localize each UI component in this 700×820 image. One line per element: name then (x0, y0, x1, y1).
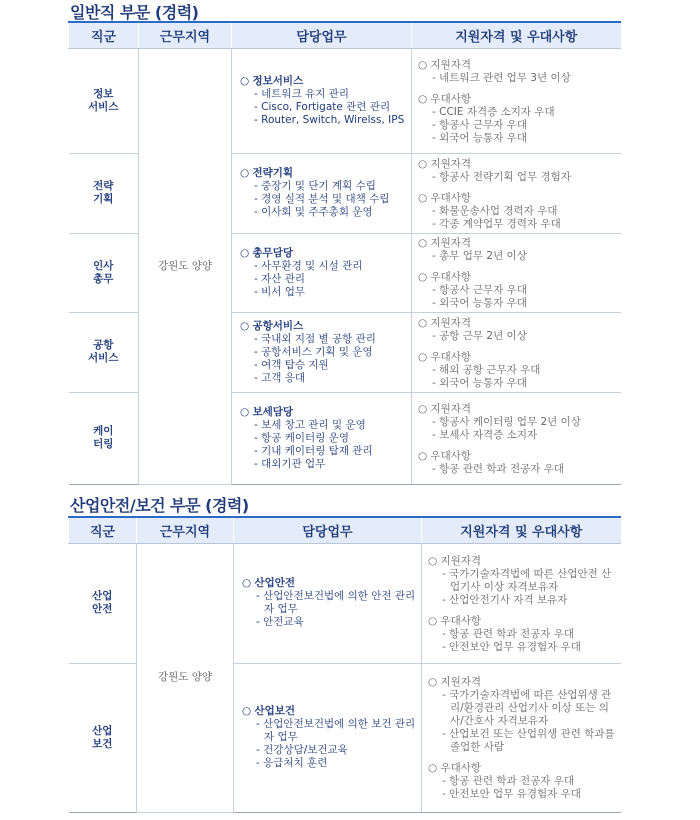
header-job-group: 직군 (69, 22, 139, 48)
duties-cell (232, 153, 412, 233)
preferences-heading: ○ 우대사항 (418, 93, 621, 106)
header-location: 근무지역 (137, 517, 234, 543)
preference-item: - 항공 관련 학과 전공자 우대 (418, 463, 621, 476)
duty-item: - 산업안전보건법에 의한 안전 관리자 업무 (250, 590, 421, 616)
location-cell: 강원도 양양 (139, 48, 232, 484)
duty-heading: ○ 산업보건 (242, 705, 421, 718)
requirement-item: - 보세사 자격증 소지자 (418, 429, 621, 442)
duty-item: - 건강상담/보건교육 (250, 744, 421, 757)
job-group-label: 서비스 (88, 352, 119, 364)
duty-item: - 고객 응대 (248, 372, 411, 385)
job-group-label: 총무 (93, 272, 114, 285)
duty-item: - 중장기 및 단기 계획 수립 (248, 180, 411, 193)
section-title-safety: 산업안전/보건 부문 (경력) (70, 496, 249, 515)
qualifications-cell (412, 233, 621, 312)
qualifications-cell (412, 48, 621, 153)
requirement-item: - 산업안전기사 자격 보유자 (428, 594, 621, 607)
preferences-heading: ○ 우대사항 (418, 271, 621, 284)
header-job-group: 직군 (69, 517, 137, 543)
duty-item: - Cisco, Fortigate 관련 관리 (248, 101, 411, 114)
job-group-label: 공항 (93, 339, 114, 351)
qualifications-cell (422, 543, 621, 663)
preference-item: - 외국어 능통자 우대 (418, 297, 621, 310)
duty-item: - 사무환경 및 시설 관리 (248, 260, 411, 273)
preferences-heading: ○ 우대사항 (428, 762, 621, 775)
requirement-item: - 국가기술자격법에 따른 산업위생 관리/환경관리 산업기사 이상 또는 의사/간호사 자격보유자 (428, 689, 621, 728)
header-qualifications: 지원자격 및 우대사항 (422, 517, 621, 543)
duty-heading: ○ 전략기획 (240, 167, 411, 180)
duty-item: - 공항서비스 기획 및 운영 (248, 346, 411, 359)
duty-item: - 기내 케이터링 탑재 관리 (248, 445, 411, 458)
requirements-heading: ○ 지원자격 (418, 317, 621, 330)
duty-item: - 경영 실적 분석 및 대책 수립 (248, 193, 411, 206)
requirements-group (418, 158, 621, 184)
requirement-item: - 공항 근무 2년 이상 (418, 330, 621, 343)
preferences-group (418, 192, 621, 231)
job-group-label: 전략 (93, 180, 114, 192)
job-group-cell (69, 153, 139, 233)
job-group-label: 산업 (92, 724, 113, 737)
requirements-heading: ○ 지원자격 (418, 158, 621, 171)
preference-item: - 해외 공항 근무자 우대 (418, 364, 621, 377)
table-header-row (69, 517, 621, 543)
requirements-group (418, 59, 621, 85)
job-group-label: 인사 (93, 259, 114, 272)
header-duties: 담당업무 (232, 22, 412, 48)
duty-item: - 이사회 및 주주총회 운영 (248, 206, 411, 219)
job-group-cell (69, 392, 139, 484)
job-group-label: 기획 (93, 193, 114, 205)
requirements-group (428, 676, 621, 754)
requirement-item: - 국가기술자격법에 따른 산업안전 산업기사 이상 자격보유자 (428, 568, 621, 594)
preference-item: - 화물운송사업 경력자 우대 (418, 205, 621, 218)
qualifications-cell (412, 392, 621, 484)
table-row (69, 543, 621, 663)
safety-jobs-table (68, 516, 621, 813)
duty-item: - 산업안전보건법에 의한 보건 관리자 업무 (250, 718, 421, 744)
duties-cell (232, 233, 412, 312)
job-group-cell (69, 312, 139, 392)
preferences-heading: ○ 우대사항 (418, 351, 621, 364)
requirement-item: - 산업보건 또는 산업위생 관련 학과를 졸업한 사람 (428, 728, 621, 754)
job-group-cell (69, 663, 137, 812)
duty-heading: ○ 정보서비스 (240, 75, 411, 88)
requirements-group (418, 403, 621, 442)
requirements-heading: ○ 지원자격 (428, 555, 621, 568)
requirements-heading: ○ 지원자격 (418, 59, 621, 72)
preferences-group (418, 351, 621, 390)
header-qualifications: 지원자격 및 우대사항 (412, 22, 621, 48)
duty-heading: ○ 산업안전 (242, 577, 421, 590)
job-group-label: 안전 (92, 603, 113, 615)
preference-item: - 안전보안 업무 유경험자 우대 (428, 641, 621, 654)
requirements-group (428, 555, 621, 607)
preference-item: - 외국어 능통자 우대 (418, 132, 621, 145)
duty-item: - 안전교육 (250, 616, 421, 629)
duty-item: - 네트워크 유지 관리 (248, 88, 411, 101)
job-group-label: 서비스 (88, 100, 119, 113)
duty-item: - 국내외 지점 별 공항 관리 (248, 333, 411, 346)
preferences-group (428, 615, 621, 654)
header-location: 근무지역 (139, 22, 232, 48)
job-group-label: 터링 (93, 438, 114, 450)
duty-heading: ○ 공항서비스 (240, 320, 411, 333)
header-duties: 담당업무 (234, 517, 422, 543)
duties-cell (234, 543, 422, 663)
duty-item: - 자산 관리 (248, 273, 411, 286)
duty-item: - 응급처치 훈련 (250, 757, 421, 770)
requirements-heading: ○ 지원자격 (428, 676, 621, 689)
requirement-item: - 항공사 케이터링 업무 2년 이상 (418, 416, 621, 429)
job-group-label: 보건 (92, 737, 113, 750)
requirements-group (418, 317, 621, 343)
preference-item: - 항공사 근무자 우대 (418, 119, 621, 132)
duty-item: - 비서 업무 (248, 286, 411, 299)
requirement-item: - 항공사 전략기획 업무 경험자 (418, 171, 621, 184)
duties-cell (234, 663, 422, 812)
job-group-cell (69, 233, 139, 312)
preferences-heading: ○ 우대사항 (418, 450, 621, 463)
preference-item: - 항공 관련 학과 전공자 우대 (428, 775, 621, 788)
qualifications-cell (412, 153, 621, 233)
job-group-label: 케이 (93, 425, 114, 437)
preference-item: - 각종 계약업무 경력자 우대 (418, 218, 621, 231)
preferences-group (418, 271, 621, 310)
table-header-row (69, 22, 621, 48)
duty-heading: ○ 총무담당 (240, 247, 411, 260)
requirements-heading: ○ 지원자격 (418, 403, 621, 416)
duty-item: - 항공 케이터링 운영 (248, 432, 411, 445)
preferences-group (428, 762, 621, 801)
preference-item: - CCIE 자격증 소지자 우대 (418, 106, 621, 119)
preference-item: - 항공 관련 학과 전공자 우대 (428, 628, 621, 641)
job-group-cell (69, 48, 139, 153)
preferences-group (418, 450, 621, 476)
location-cell: 강원도 양양 (137, 543, 234, 812)
duty-item: - 여객 탑승 지원 (248, 359, 411, 372)
duties-cell (232, 392, 412, 484)
duty-item: - Router, Switch, Wirelss, IPS (248, 114, 411, 127)
preference-item: - 외국어 능통자 우대 (418, 377, 621, 390)
general-jobs-table (68, 21, 621, 485)
job-group-cell (69, 543, 137, 663)
preferences-heading: ○ 우대사항 (428, 615, 621, 628)
duty-item: - 대외기관 업무 (248, 458, 411, 471)
requirements-heading: ○ 지원자격 (418, 237, 621, 250)
table-row (69, 48, 621, 153)
requirement-item: - 네트워크 관련 업무 3년 이상 (418, 72, 621, 85)
qualifications-cell (422, 663, 621, 812)
duty-heading: ○ 보세담당 (240, 406, 411, 419)
preferences-heading: ○ 우대사항 (418, 192, 621, 205)
job-group-label: 산업 (92, 590, 113, 602)
preferences-group (418, 93, 621, 145)
duties-cell (232, 312, 412, 392)
preference-item: - 항공사 근무자 우대 (418, 284, 621, 297)
qualifications-cell (412, 312, 621, 392)
section-title-general: 일반직 부문 (경력) (70, 3, 199, 22)
duty-item: - 보세 창고 관리 및 운영 (248, 419, 411, 432)
requirements-group (418, 237, 621, 263)
requirement-item: - 총무 업무 2년 이상 (418, 250, 621, 263)
preference-item: - 안전보안 업무 유경험자 우대 (428, 788, 621, 801)
job-group-label: 정보 (93, 87, 114, 100)
duties-cell (232, 48, 412, 153)
